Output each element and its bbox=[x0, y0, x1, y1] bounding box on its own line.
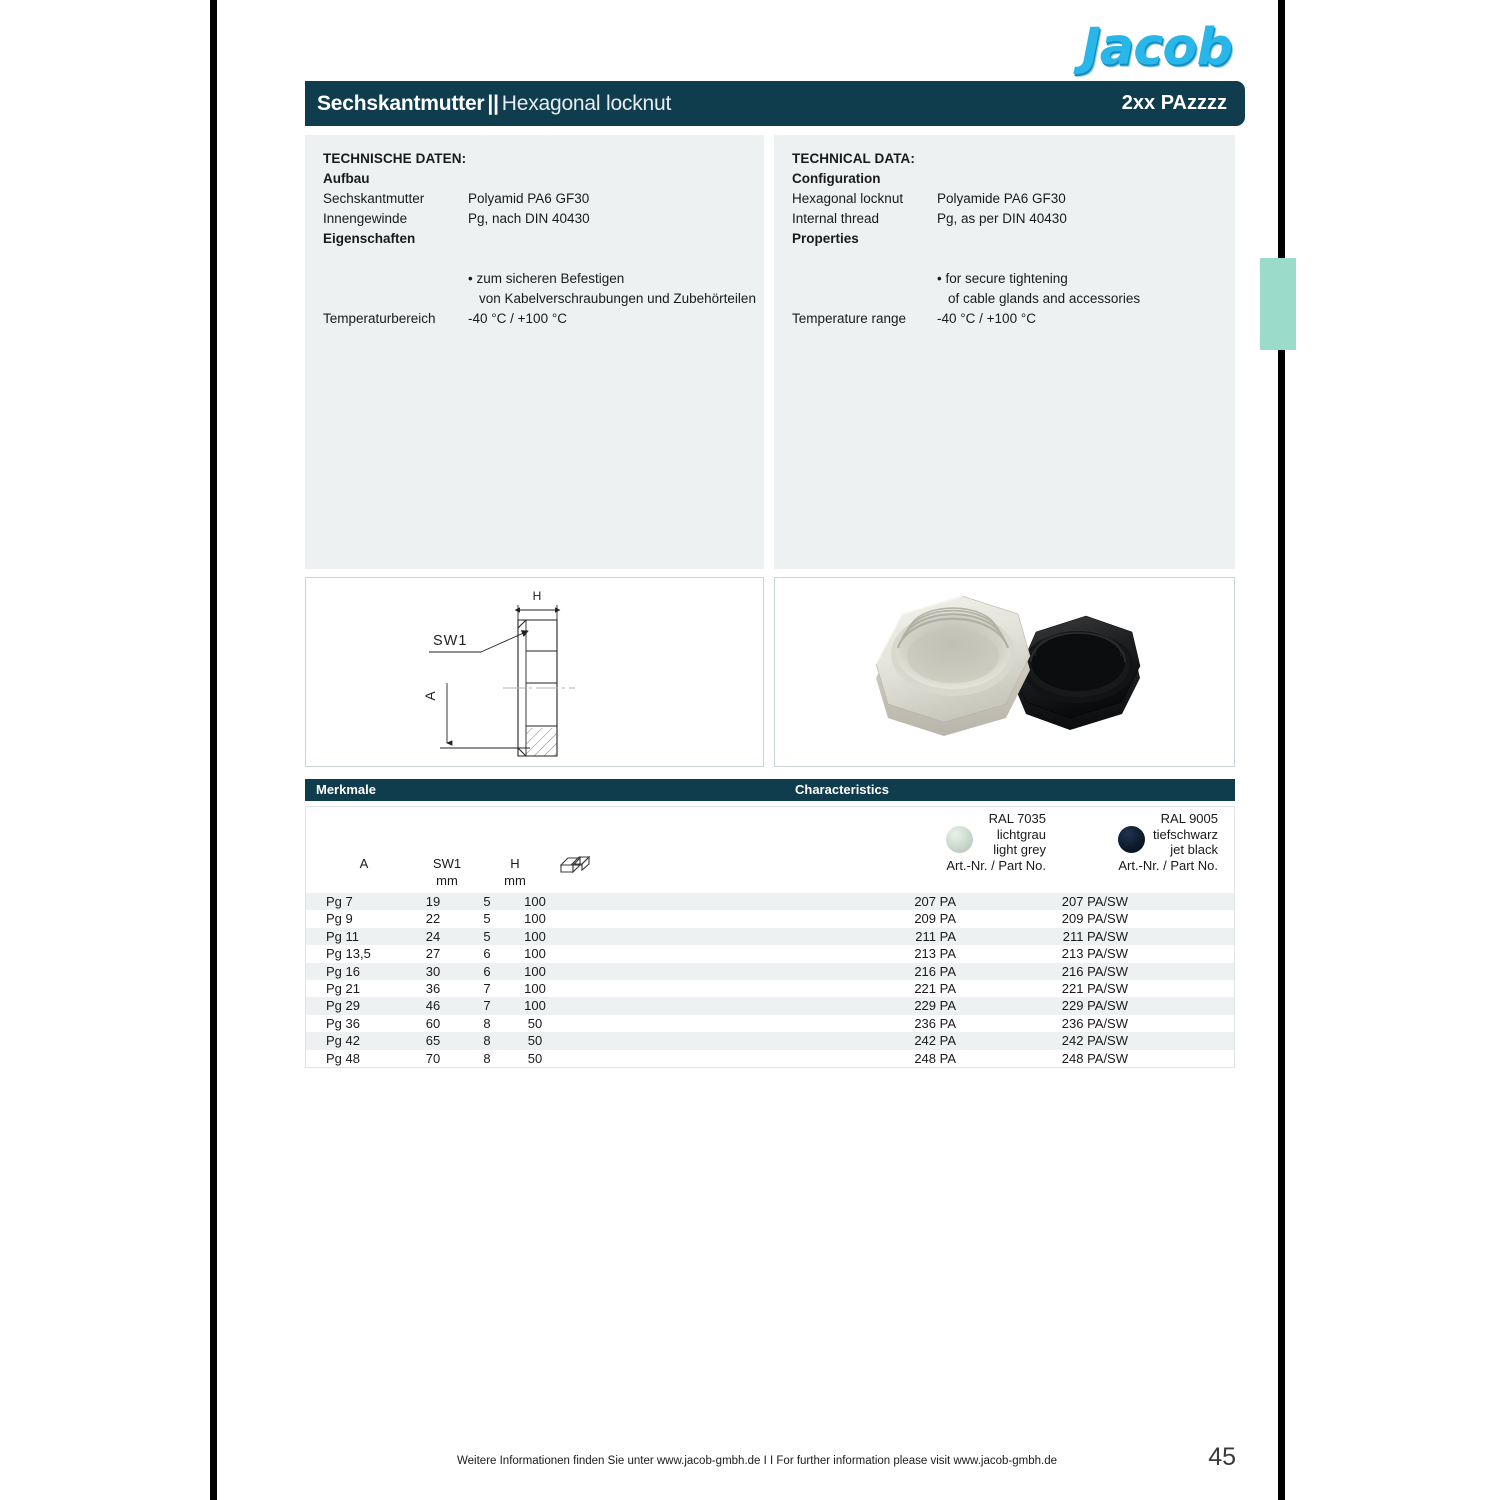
table-cell-sw1: 24 bbox=[425, 928, 441, 944]
column-header-h bbox=[492, 855, 538, 889]
table-cell-a: Pg 13,5 bbox=[326, 946, 371, 962]
table-row bbox=[306, 893, 1234, 910]
table-row bbox=[306, 1015, 1234, 1032]
table-cell-black: 242 PA/SW bbox=[1061, 1033, 1128, 1049]
table-cell-black: 211 PA/SW bbox=[1062, 928, 1128, 944]
table-cell-pack: 50 bbox=[527, 1050, 543, 1066]
column-header-h-label: H bbox=[510, 856, 520, 871]
title-separator: || bbox=[487, 91, 499, 115]
table-cell-pack: 100 bbox=[524, 928, 546, 944]
table-cell-grey: 236 PA bbox=[914, 1015, 956, 1031]
column-header-packaging bbox=[550, 853, 600, 875]
table-row bbox=[306, 980, 1234, 997]
table-cell-sw1: 22 bbox=[425, 911, 441, 927]
table-cell-black: 229 PA/SW bbox=[1061, 998, 1128, 1014]
technical-data-panel-en bbox=[774, 135, 1235, 569]
characteristics-bar-label-en: Characteristics bbox=[795, 782, 889, 797]
characteristics-table-header bbox=[306, 807, 1234, 893]
package-box-icon bbox=[558, 853, 592, 875]
color-name-en: light grey bbox=[993, 842, 1046, 857]
table-cell-sw1: 30 bbox=[425, 963, 441, 979]
table-cell-black: 209 PA/SW bbox=[1061, 911, 1128, 927]
tech-data-value: Polyamid PA6 GF30 bbox=[468, 191, 590, 206]
tech-data-value: Pg, nach DIN 40430 bbox=[468, 211, 590, 226]
table-cell-a: Pg 7 bbox=[326, 894, 353, 909]
table-cell-h: 8 bbox=[483, 1050, 491, 1066]
characteristics-bar-label-de: Merkmale bbox=[316, 782, 376, 797]
column-header-h-unit: mm bbox=[504, 873, 526, 888]
table-cell-sw1: 46 bbox=[425, 998, 441, 1014]
table-cell-a: Pg 36 bbox=[326, 1015, 360, 1031]
table-cell-black: 216 PA/SW bbox=[1061, 963, 1128, 979]
tech-data-row-temperature bbox=[792, 309, 1235, 329]
table-cell-grey: 211 PA bbox=[915, 928, 956, 944]
bullet-line: • for secure tightening bbox=[937, 271, 1068, 286]
ral-code: RAL 7035 bbox=[988, 811, 1046, 826]
title-bar bbox=[305, 81, 1245, 126]
column-header-a-label: A bbox=[359, 856, 369, 871]
table-cell-black: 221 PA/SW bbox=[1061, 980, 1128, 996]
tech-data-subheading-properties-de: Eigenschaften bbox=[323, 231, 416, 246]
table-cell-sw1: 60 bbox=[425, 1015, 441, 1031]
page-number: 45 bbox=[1208, 1443, 1236, 1471]
table-cell-h: 5 bbox=[483, 928, 491, 944]
product-photo-box bbox=[774, 577, 1235, 767]
page-title-en: Hexagonal locknut bbox=[501, 91, 672, 115]
locknut-cross-section-drawing bbox=[385, 578, 685, 766]
locknut-black bbox=[1016, 616, 1140, 730]
tech-data-key: Sechskantmutter bbox=[323, 191, 425, 206]
table-row bbox=[306, 1032, 1234, 1049]
spacer bbox=[792, 249, 1235, 269]
bullet-line: of cable glands and accessories bbox=[948, 291, 1141, 306]
tech-data-bullets-en bbox=[937, 269, 1235, 309]
color-swatch-jet-black-icon bbox=[1118, 826, 1145, 853]
tech-data-subheading-configuration-de: Aufbau bbox=[323, 171, 370, 186]
bullet-line: • zum sicheren Befestigen bbox=[468, 271, 625, 286]
page-frame bbox=[210, 0, 1285, 1500]
table-row bbox=[306, 1050, 1234, 1067]
temperature-value: -40 °C / +100 °C bbox=[937, 311, 1036, 326]
table-row bbox=[306, 928, 1234, 945]
page-content bbox=[217, 0, 1278, 1500]
tech-data-value: Polyamide PA6 GF30 bbox=[937, 191, 1066, 206]
product-photo-hexagonal-locknuts bbox=[840, 578, 1170, 766]
table-cell-a: Pg 16 bbox=[326, 963, 360, 979]
table-row bbox=[306, 997, 1234, 1014]
table-cell-grey: 216 PA bbox=[914, 963, 956, 979]
characteristics-table-body bbox=[306, 893, 1234, 1067]
characteristics-table bbox=[305, 806, 1235, 1068]
table-cell-a: Pg 21 bbox=[326, 980, 360, 996]
tech-data-bullets-de bbox=[468, 269, 764, 309]
table-cell-sw1: 19 bbox=[425, 894, 441, 909]
table-cell-h: 5 bbox=[483, 911, 491, 927]
table-cell-grey: 213 PA bbox=[914, 946, 956, 962]
table-cell-grey: 242 PA bbox=[914, 1033, 956, 1049]
table-cell-black: 207 PA/SW bbox=[1061, 894, 1128, 909]
color-name-en: jet black bbox=[1170, 842, 1218, 857]
table-row bbox=[306, 963, 1234, 980]
table-cell-sw1: 27 bbox=[425, 946, 441, 962]
table-cell-grey: 248 PA bbox=[914, 1050, 956, 1066]
characteristics-bar bbox=[305, 779, 1235, 801]
bullet-line: von Kabelverschraubungen und Zubehörteilen bbox=[479, 291, 756, 306]
part-no-label: Art.-Nr. / Part No. bbox=[1118, 857, 1218, 873]
table-cell-pack: 100 bbox=[524, 963, 546, 979]
tech-data-key: Innengewinde bbox=[323, 211, 408, 226]
locknut-light-grey bbox=[876, 596, 1030, 736]
tech-data-row bbox=[323, 189, 764, 209]
table-cell-h: 6 bbox=[483, 963, 491, 979]
dimension-label-a: A bbox=[421, 691, 438, 701]
table-cell-pack: 100 bbox=[524, 946, 546, 962]
temperature-key: Temperature range bbox=[792, 311, 907, 326]
table-row bbox=[306, 910, 1234, 927]
tech-data-subheading-configuration-en: Configuration bbox=[792, 171, 881, 186]
part-no-label: Art.-Nr. / Part No. bbox=[946, 857, 1046, 873]
table-cell-pack: 50 bbox=[527, 1015, 543, 1031]
table-cell-grey: 221 PA bbox=[914, 980, 956, 996]
table-cell-a: Pg 48 bbox=[326, 1050, 360, 1066]
table-cell-h: 7 bbox=[483, 998, 491, 1014]
column-header-sw1-label: SW1 bbox=[432, 856, 462, 871]
tech-data-subheading-properties-en: Properties bbox=[792, 231, 859, 246]
color-swatch-light-grey-icon bbox=[946, 826, 973, 853]
tech-data-row-temperature bbox=[323, 309, 764, 329]
table-cell-sw1: 36 bbox=[425, 980, 441, 996]
table-cell-h: 7 bbox=[483, 980, 491, 996]
table-cell-sw1: 65 bbox=[425, 1033, 441, 1049]
table-cell-a: Pg 29 bbox=[326, 998, 360, 1014]
tech-data-row bbox=[792, 189, 1235, 209]
table-cell-pack: 100 bbox=[524, 894, 546, 909]
temperature-key: Temperaturbereich bbox=[323, 311, 436, 326]
table-cell-a: Pg 11 bbox=[326, 928, 360, 944]
table-cell-black: 213 PA/SW bbox=[1061, 946, 1128, 962]
table-cell-h: 6 bbox=[483, 946, 491, 962]
color-name-de: lichtgrau bbox=[996, 826, 1046, 842]
tech-data-row bbox=[323, 209, 764, 229]
table-cell-sw1: 70 bbox=[425, 1050, 441, 1066]
table-cell-h: 8 bbox=[483, 1015, 491, 1031]
table-cell-h: 5 bbox=[483, 894, 491, 909]
tech-data-row bbox=[792, 209, 1235, 229]
table-cell-grey: 209 PA bbox=[914, 911, 956, 927]
tech-data-heading-en: TECHNICAL DATA: bbox=[792, 151, 915, 166]
table-cell-black: 236 PA/SW bbox=[1061, 1015, 1128, 1031]
table-cell-grey: 229 PA bbox=[914, 998, 956, 1014]
column-header-a bbox=[326, 855, 402, 872]
table-row bbox=[306, 945, 1234, 962]
part-code-badge: 2xx PAzzzz bbox=[1121, 92, 1227, 114]
page-title bbox=[317, 92, 671, 116]
dimension-label-sw1: SW1 bbox=[432, 633, 467, 649]
ral-code: RAL 9005 bbox=[1160, 811, 1218, 826]
table-cell-a: Pg 9 bbox=[326, 911, 353, 927]
jacob-logo: Jacob bbox=[1081, 18, 1232, 77]
page-title-de: Sechskantmutter bbox=[317, 91, 485, 115]
table-cell-grey: 207 PA bbox=[914, 894, 956, 909]
column-header-sw1 bbox=[416, 855, 478, 889]
table-cell-pack: 100 bbox=[524, 980, 546, 996]
tech-data-key: Hexagonal locknut bbox=[792, 191, 904, 206]
table-cell-pack: 100 bbox=[524, 911, 546, 927]
tech-data-heading-de: TECHNISCHE DATEN: bbox=[323, 151, 467, 166]
spacer bbox=[323, 249, 764, 269]
technical-data-panel-de bbox=[305, 135, 764, 569]
table-cell-black: 248 PA/SW bbox=[1061, 1050, 1128, 1066]
tech-data-key: Internal thread bbox=[792, 211, 880, 226]
technical-drawing-box bbox=[305, 577, 764, 767]
section-tab-marker bbox=[1260, 258, 1296, 350]
table-cell-pack: 50 bbox=[527, 1033, 543, 1049]
footer-info-text: Weitere Informationen finden Sie unter www.jacob-gmbh.de I I For further information please visit www.jacob-gmbh.de bbox=[457, 1455, 1057, 1467]
color-name-de: tiefschwarz bbox=[1152, 826, 1218, 842]
tech-data-value: Pg, as per DIN 40430 bbox=[937, 211, 1067, 226]
column-header-sw1-unit: mm bbox=[436, 873, 458, 888]
table-cell-pack: 100 bbox=[524, 998, 546, 1014]
table-cell-a: Pg 42 bbox=[326, 1033, 360, 1049]
temperature-value: -40 °C / +100 °C bbox=[468, 311, 567, 326]
dimension-label-h: H bbox=[532, 589, 541, 603]
table-cell-h: 8 bbox=[483, 1033, 491, 1049]
